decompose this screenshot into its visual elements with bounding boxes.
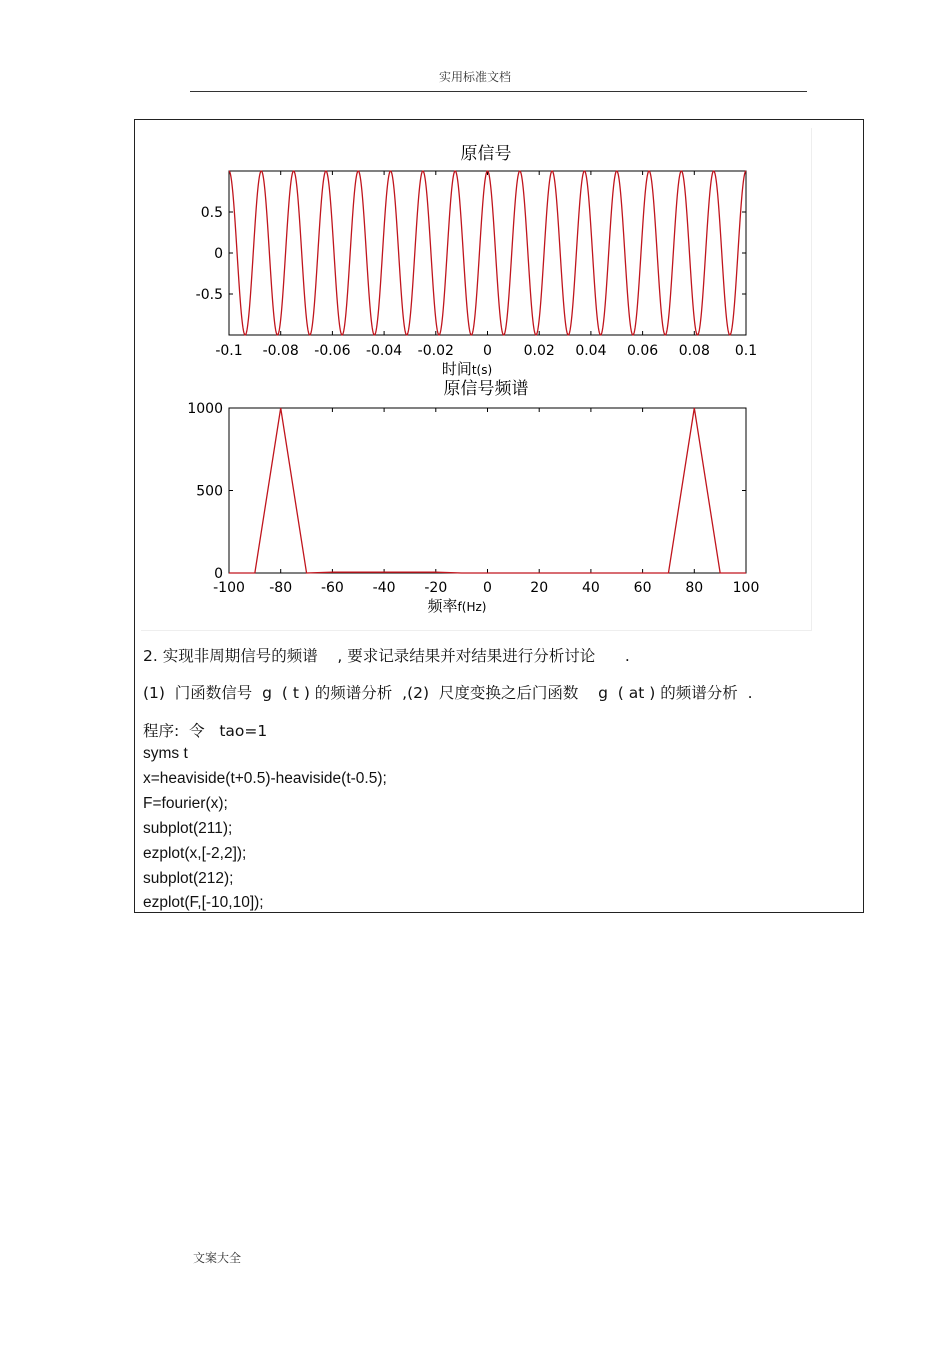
spectrum-xtick-label: 40 <box>581 580 600 596</box>
spectrum-xtick-label: 80 <box>685 580 704 596</box>
time-xtick-label: -0.04 <box>365 343 403 359</box>
code-line: F=fourier(x); <box>143 795 228 812</box>
item2-subtext: (1) 门函数信号 g ( t ) 的频谱分析 ,(2) 尺度变换之后门函数 g ( at ) 的频谱分析 . <box>143 684 753 702</box>
time-xtick-label: -0.06 <box>314 343 351 359</box>
spectrum-xtick-label: -20 <box>424 580 448 596</box>
time-xtick-label: -0.1 <box>215 343 243 359</box>
time-domain-plot <box>196 144 757 378</box>
time-plot-title: 原信号 <box>460 144 512 164</box>
time-xtick-label: 0 <box>483 343 492 359</box>
header-rule <box>190 91 807 92</box>
time-plot-xlabel: 时间t(s) <box>441 360 493 378</box>
time-xtick-label: 0.1 <box>734 343 758 359</box>
matlab-figure <box>141 128 812 631</box>
time-ytick-label: -0.5 <box>195 287 223 303</box>
spectrum-xtick-label: 100 <box>732 580 760 596</box>
time-xtick-label: -0.08 <box>262 343 299 359</box>
spectrum-line <box>229 408 746 573</box>
spectrum-plot <box>187 379 759 615</box>
time-plot-xticks <box>215 171 757 359</box>
spectrum-ytick-label: 0 <box>214 566 223 582</box>
time-signal-line <box>229 171 746 335</box>
spectrum-plot-axes <box>229 408 746 573</box>
code-line: ezplot(F,[-10,10]); <box>143 894 264 911</box>
code-line: subplot(212); <box>143 870 234 887</box>
time-xtick-label: 0.08 <box>678 343 710 359</box>
figure-svg <box>141 128 811 630</box>
time-xtick-label: 0.04 <box>575 343 607 359</box>
spectrum-xtick-label: 60 <box>633 580 652 596</box>
time-xtick-label: 0.06 <box>627 343 659 359</box>
spectrum-xtick-label: -100 <box>213 580 245 596</box>
time-ytick-label: 0.5 <box>200 205 223 221</box>
time-plot-axes <box>229 171 746 335</box>
time-xtick-label: 0.02 <box>523 343 555 359</box>
spectrum-xtick-label: 20 <box>530 580 549 596</box>
spectrum-ytick-label: 500 <box>196 483 223 500</box>
code-line: ezplot(x,[-2,2]); <box>143 845 247 862</box>
code-line: subplot(211); <box>143 820 233 837</box>
program-label: 程序: 令 tao=1 <box>143 722 268 740</box>
time-plot-yticks <box>196 205 746 303</box>
code-line: syms t <box>143 745 188 762</box>
spectrum-xtick-label: 0 <box>483 580 492 596</box>
spectrum-xtick-label: -80 <box>269 580 293 596</box>
page-header: 实用标准文档 <box>438 70 511 84</box>
spectrum-xtick-label: -60 <box>320 580 344 596</box>
time-xtick-label: -0.02 <box>417 343 454 359</box>
item2-text: 2. 实现非周期信号的频谱 , 要求记录结果并对结果进行分析讨论 . <box>143 647 630 665</box>
spectrum-plot-xlabel: 频率f(Hz) <box>427 597 487 615</box>
code-line: x=heaviside(t+0.5)-heaviside(t-0.5); <box>143 770 387 787</box>
spectrum-ytick-label: 1000 <box>187 401 223 417</box>
page-footer: 文案大全 <box>193 1251 242 1265</box>
spectrum-plot-yticks <box>187 401 746 582</box>
spectrum-xtick-label: -40 <box>372 580 396 596</box>
spectrum-plot-title: 原信号频谱 <box>443 379 529 399</box>
time-ytick-label: 0 <box>214 246 223 262</box>
